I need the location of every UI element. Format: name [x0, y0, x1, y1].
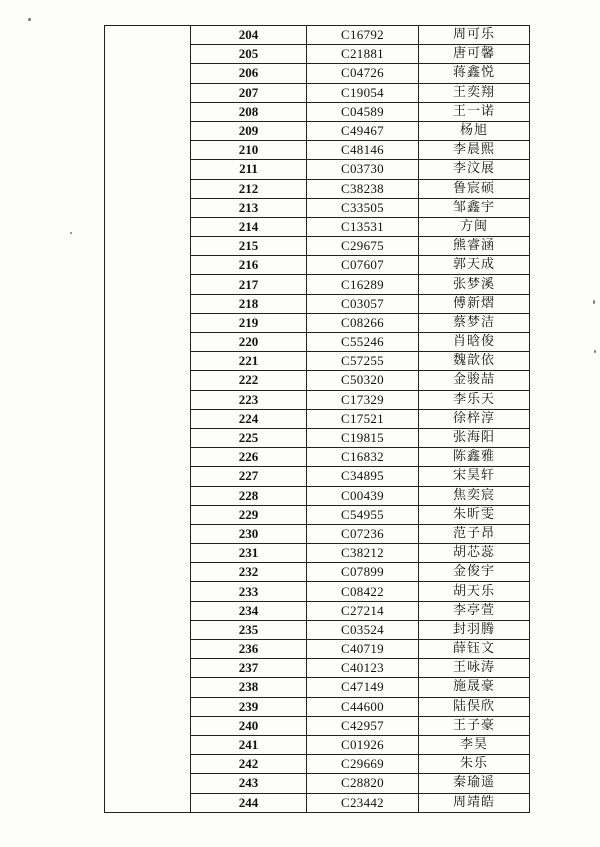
group-cell: [105, 26, 191, 813]
student-code-cell: C19815: [307, 428, 419, 447]
student-code-cell: C07607: [307, 256, 419, 275]
scan-speck: [70, 232, 72, 234]
seq-number-cell: 229: [191, 505, 307, 524]
scan-speck: [594, 350, 596, 353]
seq-number-cell: 242: [191, 755, 307, 774]
seq-number-cell: 234: [191, 601, 307, 620]
student-code-cell: C13531: [307, 217, 419, 236]
seq-number-cell: 213: [191, 198, 307, 217]
seq-number-cell: 218: [191, 294, 307, 313]
student-name-cell: 周靖皓: [419, 793, 530, 812]
student-code-cell: C49467: [307, 121, 419, 140]
student-code-cell: C04726: [307, 64, 419, 83]
student-name-cell: 焦奕宸: [419, 486, 530, 505]
student-code-cell: C55246: [307, 333, 419, 352]
student-name-cell: 张海阳: [419, 428, 530, 447]
student-name-cell: 封羽腾: [419, 620, 530, 639]
student-name-cell: 李汶展: [419, 160, 530, 179]
scan-speck: [28, 18, 31, 21]
seq-number-cell: 233: [191, 582, 307, 601]
seq-number-cell: 220: [191, 333, 307, 352]
seq-number-cell: 205: [191, 45, 307, 64]
student-name-cell: 魏歆依: [419, 352, 530, 371]
student-name-cell: 李乐天: [419, 390, 530, 409]
student-name-cell: 杨旭: [419, 121, 530, 140]
seq-number-cell: 221: [191, 352, 307, 371]
student-code-cell: C01926: [307, 735, 419, 754]
student-code-cell: C50320: [307, 371, 419, 390]
seq-number-cell: 225: [191, 428, 307, 447]
seq-number-cell: 224: [191, 409, 307, 428]
scan-speck: [593, 300, 595, 304]
seq-number-cell: 207: [191, 83, 307, 102]
student-code-cell: C19054: [307, 83, 419, 102]
student-code-cell: C17521: [307, 409, 419, 428]
student-name-cell: 陈鑫雅: [419, 448, 530, 467]
seq-number-cell: 240: [191, 716, 307, 735]
student-name-cell: 金骏喆: [419, 371, 530, 390]
student-code-cell: C23442: [307, 793, 419, 812]
roster-table: [104, 25, 530, 813]
student-code-cell: C07899: [307, 563, 419, 582]
seq-number-cell: 223: [191, 390, 307, 409]
student-name-cell: 李昊: [419, 735, 530, 754]
student-name-cell: 邹鑫宇: [419, 198, 530, 217]
student-code-cell: C38212: [307, 544, 419, 563]
roster-table-body: [105, 26, 530, 813]
seq-number-cell: 231: [191, 544, 307, 563]
student-code-cell: C08266: [307, 313, 419, 332]
seq-number-cell: 217: [191, 275, 307, 294]
student-code-cell: C33505: [307, 198, 419, 217]
seq-number-cell: 204: [191, 26, 307, 45]
student-name-cell: 王咏涛: [419, 659, 530, 678]
student-code-cell: C29669: [307, 755, 419, 774]
student-name-cell: 蔡梦洁: [419, 313, 530, 332]
student-code-cell: C07236: [307, 524, 419, 543]
student-code-cell: C16832: [307, 448, 419, 467]
student-code-cell: C03730: [307, 160, 419, 179]
seq-number-cell: 226: [191, 448, 307, 467]
student-name-cell: 薛钰文: [419, 640, 530, 659]
seq-number-cell: 230: [191, 524, 307, 543]
student-code-cell: C38238: [307, 179, 419, 198]
student-code-cell: C40123: [307, 659, 419, 678]
student-name-cell: 金俊宇: [419, 563, 530, 582]
student-code-cell: C08422: [307, 582, 419, 601]
student-name-cell: 陆俣欣: [419, 697, 530, 716]
seq-number-cell: 244: [191, 793, 307, 812]
student-name-cell: 王子豪: [419, 716, 530, 735]
seq-number-cell: 212: [191, 179, 307, 198]
seq-number-cell: 227: [191, 467, 307, 486]
student-code-cell: C57255: [307, 352, 419, 371]
student-name-cell: 鲁宸硕: [419, 179, 530, 198]
seq-number-cell: 239: [191, 697, 307, 716]
seq-number-cell: 232: [191, 563, 307, 582]
seq-number-cell: 209: [191, 121, 307, 140]
student-name-cell: 胡芯蕊: [419, 544, 530, 563]
student-name-cell: 唐可馨: [419, 45, 530, 64]
student-name-cell: 朱乐: [419, 755, 530, 774]
student-code-cell: C42957: [307, 716, 419, 735]
student-name-cell: 李晨熙: [419, 141, 530, 160]
student-code-cell: C04589: [307, 102, 419, 121]
student-code-cell: C34895: [307, 467, 419, 486]
student-code-cell: C00439: [307, 486, 419, 505]
student-name-cell: 方闽: [419, 217, 530, 236]
student-code-cell: C54955: [307, 505, 419, 524]
seq-number-cell: 211: [191, 160, 307, 179]
student-code-cell: C03524: [307, 620, 419, 639]
student-name-cell: 郭天成: [419, 256, 530, 275]
seq-number-cell: 228: [191, 486, 307, 505]
student-name-cell: 周可乐: [419, 26, 530, 45]
student-name-cell: 朱昕雯: [419, 505, 530, 524]
student-name-cell: 胡天乐: [419, 582, 530, 601]
seq-number-cell: 210: [191, 141, 307, 160]
student-code-cell: C40719: [307, 640, 419, 659]
student-name-cell: 宋昊轩: [419, 467, 530, 486]
seq-number-cell: 235: [191, 620, 307, 639]
student-name-cell: 王一诺: [419, 102, 530, 121]
seq-number-cell: 206: [191, 64, 307, 83]
student-code-cell: C16792: [307, 26, 419, 45]
student-code-cell: C17329: [307, 390, 419, 409]
student-code-cell: C44600: [307, 697, 419, 716]
student-name-cell: 张梦溪: [419, 275, 530, 294]
student-code-cell: C47149: [307, 678, 419, 697]
seq-number-cell: 215: [191, 237, 307, 256]
student-code-cell: C21881: [307, 45, 419, 64]
student-name-cell: 王奕翔: [419, 83, 530, 102]
seq-number-cell: 238: [191, 678, 307, 697]
student-name-cell: 徐梓淳: [419, 409, 530, 428]
student-name-cell: 蒋鑫悦: [419, 64, 530, 83]
seq-number-cell: 214: [191, 217, 307, 236]
student-name-cell: 傅新熠: [419, 294, 530, 313]
seq-number-cell: 208: [191, 102, 307, 121]
table-row: [105, 26, 530, 45]
student-name-cell: 施晟豪: [419, 678, 530, 697]
seq-number-cell: 243: [191, 774, 307, 793]
student-name-cell: 秦瑜遥: [419, 774, 530, 793]
student-name-cell: 肖晗俊: [419, 333, 530, 352]
student-name-cell: 李亭萱: [419, 601, 530, 620]
student-code-cell: C48146: [307, 141, 419, 160]
seq-number-cell: 236: [191, 640, 307, 659]
student-name-cell: 范子昂: [419, 524, 530, 543]
student-code-cell: C29675: [307, 237, 419, 256]
seq-number-cell: 219: [191, 313, 307, 332]
seq-number-cell: 216: [191, 256, 307, 275]
student-name-cell: 熊睿涵: [419, 237, 530, 256]
student-code-cell: C28820: [307, 774, 419, 793]
seq-number-cell: 237: [191, 659, 307, 678]
student-code-cell: C03057: [307, 294, 419, 313]
student-code-cell: C27214: [307, 601, 419, 620]
student-code-cell: C16289: [307, 275, 419, 294]
seq-number-cell: 222: [191, 371, 307, 390]
seq-number-cell: 241: [191, 735, 307, 754]
